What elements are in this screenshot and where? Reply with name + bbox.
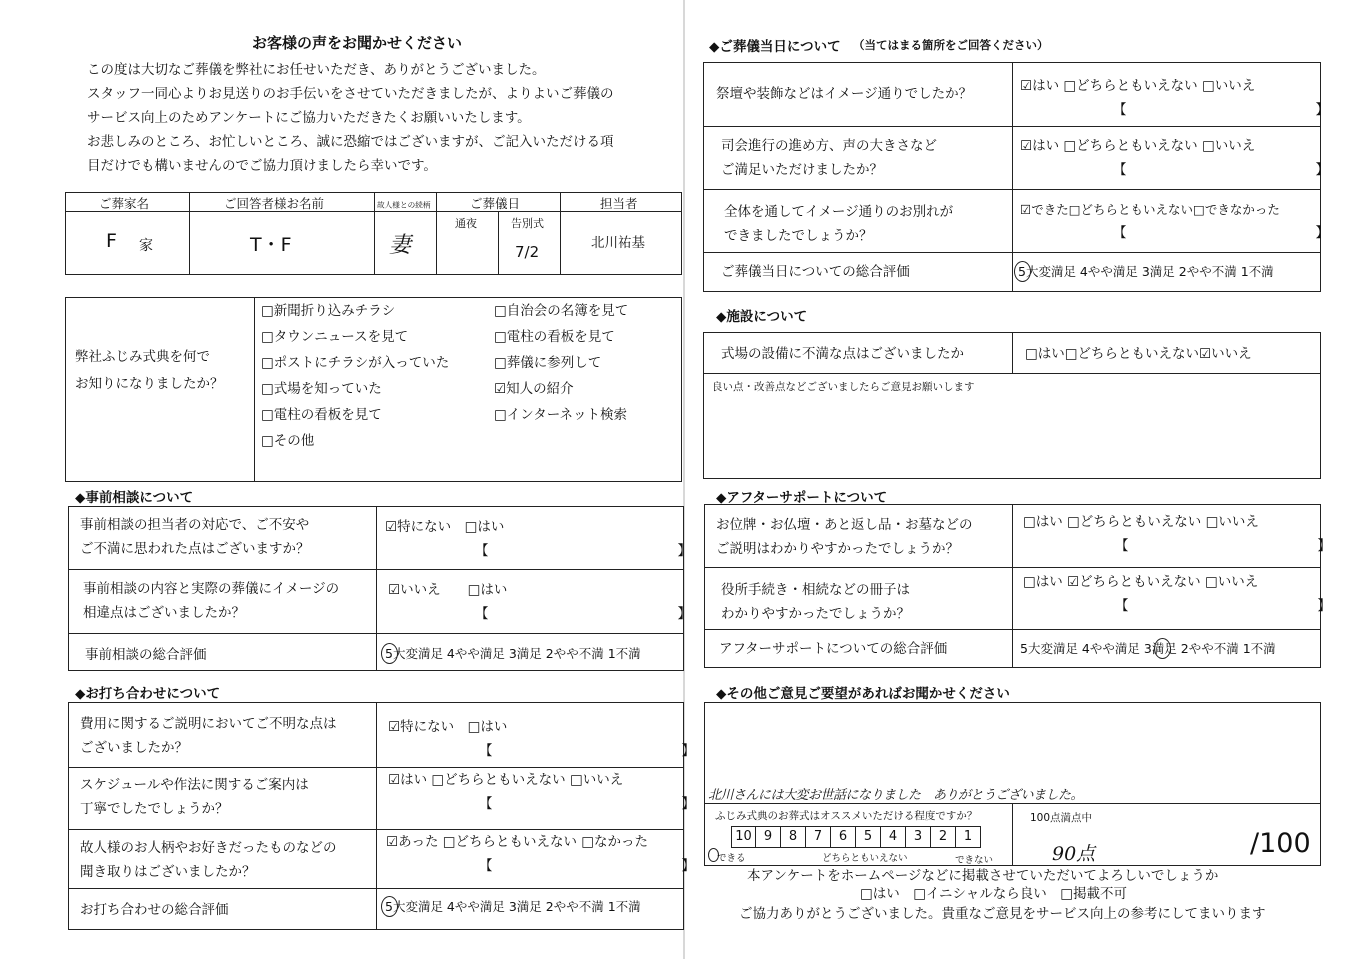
comment-bracket: 【 】 <box>1113 225 1329 241</box>
source-option: ☑知人の紹介 <box>494 381 574 397</box>
question-text: ご葬儀当日についての総合評価 <box>721 264 910 280</box>
score-label: 100点満点中 <box>1030 812 1093 824</box>
rating-circle <box>1014 261 1031 282</box>
scale-cell: 1 <box>956 826 981 848</box>
question-text: 祭壇や装飾などはイメージ通りでしたか？ <box>716 86 973 102</box>
intro-line: この度は大切なご葬儀を弊社にお任せいただき、ありがとうございました。 <box>87 62 546 78</box>
answer-options: ☑いいえ □はい <box>388 582 508 598</box>
question-text: わかりやすかったでしょうか？ <box>721 606 910 622</box>
recommend-question: ふじみ式典のお葬式はオススメいただける程度ですか？ <box>715 810 978 822</box>
question-text: スケジュールや作法に関するご案内は <box>80 777 309 793</box>
section-heading-meeting: ◆お打ち合わせについて <box>75 686 221 702</box>
family-initial: F <box>106 230 117 252</box>
rating-scale: 5大変満足 4やや満足 3満足 2やや不満 1不満 <box>385 646 641 661</box>
question-text: 聞き取りはございましたか？ <box>80 864 256 880</box>
source-question: 弊社ふじみ式典を何で <box>75 349 210 365</box>
intro-line: お悲しみのところ、お忙しいところ、誠に恐縮ではございますが、ご記入いただける項 <box>87 134 614 150</box>
answer-options: ☑特にない □はい <box>388 719 508 735</box>
source-option: □葬儀に参列して <box>494 355 602 371</box>
question-text: 事前相談の担当者の対応で、ご不安や <box>80 517 310 533</box>
answer-options: ☑特にない □はい <box>385 519 505 535</box>
header-respondent: ご回答者様お名前 <box>224 196 325 211</box>
question-text: 式場の設備に不満な点はございましたか <box>721 346 964 362</box>
question-text: ございましたか？ <box>80 740 188 756</box>
intro-line: サービス向上のためアンケートにご協力いただきたくお願いいたします。 <box>87 110 531 126</box>
recommend-label-can: できる <box>717 853 746 864</box>
question-text: 費用に関するご説明においてご不明な点は <box>80 716 337 732</box>
scale-cell: 2 <box>931 826 956 848</box>
header-staff: 担当者 <box>600 196 638 211</box>
question-text: ご満足いただけましたか？ <box>721 162 883 178</box>
question-text: 丁寧でしたでしょうか？ <box>80 801 229 817</box>
respondent-name: T・F <box>250 234 292 256</box>
answer-options: □はい□どちらともいえない☑いいえ <box>1025 346 1252 362</box>
question-text: アフターサポートについての総合評価 <box>719 641 948 657</box>
handwritten-comment: 北川さんには大変お世話になりました ありがとうございました。 <box>708 788 1084 803</box>
relation-value: 妻 <box>389 233 412 258</box>
question-text: 故人様のお人柄やお好きだったものなどの <box>80 840 337 856</box>
question-text: お位牌・お仏壇・あと返し品・お墓などの <box>716 517 973 533</box>
answer-options: □はい ☑どちらともいえない □いいえ <box>1023 574 1259 590</box>
source-option: □自治会の名簿を見て <box>494 303 629 319</box>
section-heading-funeral-day: ◆ご葬儀当日について <box>709 39 841 55</box>
scale-cell: 3 <box>906 826 931 848</box>
question-text: ご不満に思われた点はございますか？ <box>80 541 310 557</box>
header-date: ご葬儀日 <box>470 196 521 211</box>
section-heading-other: ◆その他ご意見ご要望があればお聞かせください <box>716 686 1010 702</box>
publish-question: 本アンケートをホームページなどに掲載させていただいてよろしいでしょうか <box>747 868 1219 884</box>
intro-line: スタッフ一同心よりお見送りのお手伝いをさせていただきましたが、よりよいご葬儀の <box>87 86 614 102</box>
question-text: 司会進行の進め方、声の大きさなど <box>721 138 937 154</box>
score-value: 90点 <box>1052 843 1096 865</box>
thanks-text: ご協力ありがとうございました。貴重なご意見をサービス向上の参考にしてまいります <box>739 906 1266 922</box>
scale-cell: 4 <box>881 826 906 848</box>
rating-scale: 5大変満足 4やや満足 3満足 2やや不満 1不満 <box>1018 264 1274 279</box>
answer-options: ☑できた□どちらともいえない□できなかった <box>1020 202 1280 217</box>
source-option: □ポストにチラシが入っていた <box>261 355 450 371</box>
rating-circle <box>381 643 398 664</box>
answer-options: ☑あった □どちらともいえない □なかった <box>386 834 649 850</box>
section-heading-facility: ◆施設について <box>716 309 808 325</box>
comment-bracket: 【 】 <box>479 743 695 759</box>
staff-name: 北川祐基 <box>591 235 645 251</box>
question-text: できましたでしょうか？ <box>724 228 873 244</box>
survey-title: お客様の声をお聞かせください <box>252 34 463 52</box>
source-question: お知りになりましたか？ <box>75 376 224 392</box>
family-suffix: 家 <box>139 238 153 254</box>
header-kokubetsu: 告別式 <box>511 217 544 230</box>
source-option: □タウンニュースを見て <box>261 329 409 345</box>
rating-circle <box>1154 638 1171 659</box>
question-text: お打ち合わせの総合評価 <box>80 902 229 918</box>
question-text: 相違点はございましたか？ <box>83 605 245 621</box>
rating-scale: 5大変満足 4やや満足 3満足 2やや不満 1不満 <box>1020 641 1276 656</box>
header-relation: 故人様との続柄 <box>377 201 431 211</box>
comment-bracket: 【 】 <box>475 606 691 622</box>
question-text: 全体を通してイメージ通りのお別れが <box>724 204 954 220</box>
header-family: ご葬家名 <box>99 196 150 211</box>
rating-circle <box>381 896 398 917</box>
comment-bracket: 【 】 <box>479 796 695 812</box>
question-text: 役所手続き・相続などの冊子は <box>721 582 910 598</box>
answer-options: □はい □どちらともいえない □いいえ <box>1023 514 1259 530</box>
source-option: □インターネット検索 <box>494 407 628 423</box>
comment-prompt: 良い点・改善点などございましたらご意見お願いします <box>712 381 975 393</box>
comment-bracket: 【 】 <box>1113 162 1329 178</box>
scale-cell: 10 <box>731 826 756 848</box>
publish-options: □はい □イニシャルなら良い □掲載不可 <box>860 886 1127 902</box>
section-heading-after-support: ◆アフターサポートについて <box>716 490 888 506</box>
source-option: □式場を知っていた <box>261 381 382 397</box>
comment-bracket: 【 】 <box>1113 102 1329 118</box>
question-text: ご説明はわかりやすかったでしょうか？ <box>716 541 959 557</box>
source-option: □新聞折り込みチラシ <box>261 303 396 319</box>
comment-bracket: 【 】 <box>475 543 691 559</box>
answer-options: ☑はい □どちらともいえない □いいえ <box>1020 138 1256 154</box>
answer-options: ☑はい □どちらともいえない □いいえ <box>388 772 624 788</box>
section-heading-note: （当てはまる箇所をご回答ください） <box>853 38 1049 52</box>
question-text: 事前相談の内容と実際の葬儀にイメージの <box>83 581 340 597</box>
section-heading-pre-consult: ◆事前相談について <box>75 490 194 506</box>
scale-cell: 8 <box>781 826 806 848</box>
scale-cell: 7 <box>806 826 831 848</box>
source-option: □電柱の看板を見て <box>261 407 382 423</box>
intro-line: 目だけでも構いませんのでご協力頂けましたら幸いです。 <box>87 158 437 174</box>
answer-options: ☑はい □どちらともいえない □いいえ <box>1020 78 1256 94</box>
scale-cell: 5 <box>856 826 881 848</box>
source-option: □電柱の看板を見て <box>494 329 615 345</box>
comment-bracket: 【 】 <box>1115 538 1331 554</box>
kokubetsu-value: 7/2 <box>515 243 540 261</box>
source-option: □その他 <box>261 433 315 449</box>
comment-bracket: 【 】 <box>479 858 695 874</box>
recommend-label-neutral: どちらともいえない <box>822 853 908 864</box>
score-max: /100 <box>1250 828 1311 859</box>
recommend-label-cannot: できない <box>955 855 994 866</box>
scale-cell: 6 <box>831 826 856 848</box>
comment-bracket: 【 】 <box>1115 598 1331 614</box>
rating-scale: 5大変満足 4やや満足 3満足 2やや不満 1不満 <box>385 899 641 914</box>
header-tsuya: 通夜 <box>455 217 477 230</box>
scale-cell: 9 <box>756 826 781 848</box>
question-text: 事前相談の総合評価 <box>85 647 207 663</box>
